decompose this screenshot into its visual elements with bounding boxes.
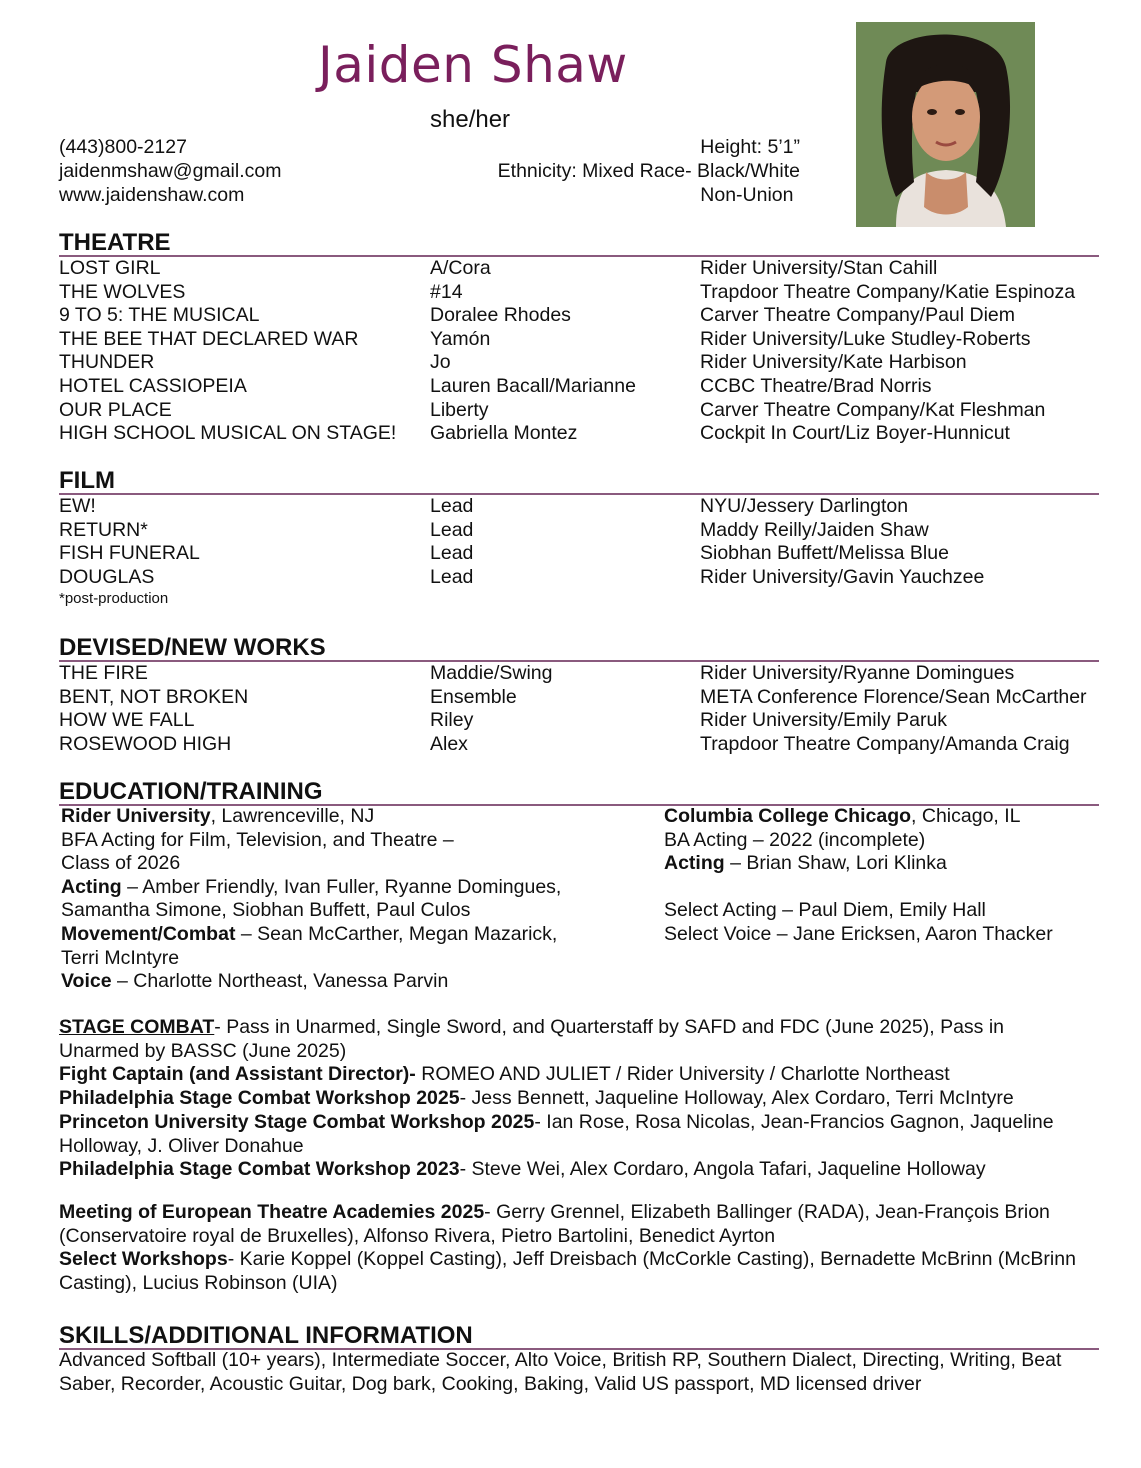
theatre-section: [59, 228, 1099, 446]
credit-row: [59, 399, 1099, 423]
columbia-acting-teachers: – Brian Shaw, Lori Klinka: [724, 852, 947, 875]
school-columbia-location: , Chicago, IL: [911, 805, 1021, 827]
select-workshops-text: - Karie Koppel (Koppel Casting), Jeff Dreisbach (McCorkle Casting), Bernadette McBrinn (McBrinn Casting), Lucius Robinson (UIA): [59, 1248, 1076, 1295]
credit-title: FISH FUNERAL: [59, 542, 200, 565]
meta-text: - Gerry Grennel, Elizabeth Ballinger (RADA), Jean-François Brion (Conservatoire royal de Bruxelles), Alfonso Rivera, Pietro Bartolini, Benedict Ayrton: [59, 1201, 1050, 1247]
credit-row: [59, 519, 1099, 543]
movement-teachers-1: – Sean McCarther, Megan Mazarick,: [235, 922, 558, 945]
section-title-theatre: THEATRE: [59, 229, 171, 256]
voice-teachers: – Charlotte Northeast, Vanessa Parvin: [111, 970, 449, 993]
acting-label: Acting: [61, 875, 122, 898]
credit-company: Rider University/Emily Paruk: [700, 709, 948, 732]
movement-label: Movement/Combat: [61, 922, 236, 945]
credit-title: RETURN*: [59, 518, 148, 541]
film-section: [59, 466, 1099, 609]
education-left-column: [61, 805, 561, 994]
degree-line-2: Class of 2026: [61, 852, 181, 875]
credit-company: Rider University/Luke Studley-Roberts: [700, 327, 1031, 350]
credit-role: Alex: [430, 732, 468, 755]
voice-label: Voice: [61, 970, 112, 993]
acting-teachers-1: – Amber Friendly, Ivan Fuller, Ryanne Domingues,: [121, 875, 562, 898]
credit-row: [59, 257, 1099, 281]
credit-title: DOUGLAS: [59, 565, 155, 588]
degree-columbia: BA Acting – 2022 (incomplete): [664, 828, 926, 851]
credit-row: [59, 566, 1099, 590]
credit-role: Lead: [430, 518, 474, 541]
section-title-education: EDUCATION/TRAINING: [59, 778, 323, 805]
devised-section: [59, 633, 1099, 756]
education-right-column: [664, 805, 1053, 947]
stage-combat-block: [59, 1016, 1089, 1182]
princeton-2025-text: - Ian Rose, Rosa Nicolas, Jean-Francios Gagnon, Jaqueline Holloway, J. Oliver Donahue: [59, 1110, 1054, 1157]
credit-title: THE FIRE: [59, 662, 148, 684]
credit-role: Doralee Rhodes: [430, 304, 571, 327]
headshot-photo: [856, 22, 1035, 227]
credit-company: Trapdoor Theatre Company/Amanda Craig: [700, 732, 1070, 755]
meta-label: Meeting of European Theatre Academies 2025: [59, 1201, 485, 1223]
stats-block: [480, 135, 800, 207]
film-credits: [59, 495, 1099, 589]
credit-title: THE WOLVES: [59, 280, 186, 303]
credit-row: [59, 495, 1099, 519]
credit-row: [59, 304, 1099, 328]
credit-company: Maddy Reilly/Jaiden Shaw: [700, 518, 929, 541]
credit-title: HOW WE FALL: [59, 709, 195, 732]
credit-role: A/Cora: [430, 257, 491, 279]
union-status: Non-Union: [700, 184, 794, 206]
credit-title: ROSEWOOD HIGH: [59, 732, 232, 755]
school-rider: Rider University: [61, 805, 211, 827]
philly-2025-label: Philadelphia Stage Combat Workshop 2025: [59, 1087, 460, 1110]
stage-combat-text: - Pass in Unarmed, Single Sword, and Quarterstaff by SAFD and FDC (June 2025), Pass in Unarmed by BASSC (June 2025): [59, 1016, 1005, 1062]
skills-section: [59, 1321, 1099, 1350]
credit-row: [59, 281, 1099, 305]
credit-company: Rider University/Gavin Yauchzee: [700, 565, 985, 588]
credit-company: Trapdoor Theatre Company/Katie Espinoza: [700, 280, 1076, 303]
section-title-devised: DEVISED/NEW WORKS: [59, 634, 326, 661]
email: jaidenmshaw@gmail.com: [59, 160, 282, 182]
select-acting: Select Acting – Paul Diem, Emily Hall: [664, 899, 986, 922]
credit-role: Liberty: [430, 398, 489, 421]
pronouns: she/her: [430, 106, 511, 133]
credit-role: Gabriella Montez: [430, 422, 578, 445]
credit-row: [59, 709, 1099, 733]
credit-role: Yamón: [430, 327, 491, 350]
credit-title: EW!: [59, 495, 96, 517]
credit-role: Riley: [430, 709, 474, 732]
acting-teachers-2: Samantha Simone, Siobhan Buffett, Paul Culos: [61, 899, 471, 922]
credit-company: NYU/Jessery Darlington: [700, 495, 909, 517]
credit-title: 9 TO 5: THE MUSICAL: [59, 304, 260, 327]
resume-name: Jaiden Shaw: [318, 36, 628, 94]
credit-company: Carver Theatre Company/Paul Diem: [700, 304, 1016, 327]
movement-teachers-2: Terri McIntyre: [61, 946, 180, 969]
degree-line-1: BFA Acting for Film, Television, and Theatre –: [61, 828, 454, 851]
credit-title: BENT, NOT BROKEN: [59, 685, 249, 708]
contact-block: [59, 135, 281, 207]
workshops-block: [59, 1201, 1089, 1296]
credit-title: HOTEL CASSIOPEIA: [59, 374, 247, 397]
credit-row: [59, 686, 1099, 710]
education-section: [59, 777, 1099, 806]
fight-captain-text: ROMEO AND JULIET / Rider University / Charlotte Northeast: [415, 1063, 950, 1086]
skills-text: Advanced Softball (10+ years), Intermediate Soccer, Alto Voice, British RP, Southern Dialect, Directing, Writing, Beat Saber, Recorder, Acoustic Guitar, Dog bark, Cooking, Baking, Valid US passport, MD licensed driver: [59, 1349, 1062, 1395]
philly-2023-label: Philadelphia Stage Combat Workshop 2023: [59, 1158, 460, 1181]
credit-title: OUR PLACE: [59, 398, 172, 421]
credit-company: Cockpit In Court/Liz Boyer-Hunnicut: [700, 422, 1010, 445]
credit-title: HIGH SCHOOL MUSICAL ON STAGE!: [59, 422, 397, 445]
credit-role: Lead: [430, 565, 474, 588]
credit-company: Rider University/Stan Cahill: [700, 257, 938, 279]
credit-row: [59, 351, 1099, 375]
credit-company: Rider University/Ryanne Domingues: [700, 662, 1015, 684]
credit-role: Lauren Bacall/Marianne: [430, 374, 636, 397]
credit-company: META Conference Florence/Sean McCarther: [700, 685, 1087, 708]
philly-2023-text: - Steve Wei, Alex Cordaro, Angola Tafari, Jaqueline Holloway: [459, 1158, 986, 1181]
credit-row: [59, 733, 1099, 757]
credit-row: [59, 542, 1099, 566]
columbia-acting-label: Acting: [664, 852, 725, 875]
fight-captain-label: Fight Captain (and Assistant Director)-: [59, 1063, 416, 1086]
credit-role: Maddie/Swing: [430, 662, 553, 684]
section-title-skills: SKILLS/ADDITIONAL INFORMATION: [59, 1322, 473, 1349]
credit-title: LOST GIRL: [59, 257, 161, 279]
headshot-illustration: [856, 22, 1035, 227]
credit-row: [59, 422, 1099, 446]
select-voice: Select Voice – Jane Ericksen, Aaron Thacker: [664, 922, 1053, 945]
credit-company: Carver Theatre Company/Kat Fleshman: [700, 398, 1046, 421]
post-production-note: *post-production: [59, 590, 169, 608]
select-workshops-label: Select Workshops: [59, 1248, 228, 1271]
school-rider-location: , Lawrenceville, NJ: [210, 805, 375, 827]
phone: (443)800-2127: [59, 136, 187, 158]
credit-company: Siobhan Buffett/Melissa Blue: [700, 542, 949, 565]
credit-role: Jo: [430, 351, 451, 374]
devised-credits: [59, 662, 1099, 756]
princeton-2025-label: Princeton University Stage Combat Workshop 2025: [59, 1110, 535, 1133]
credit-role: Lead: [430, 542, 474, 565]
height: Height: 5’1”: [700, 136, 800, 158]
stage-combat-label: STAGE COMBAT: [59, 1016, 215, 1038]
section-title-film: FILM: [59, 467, 115, 494]
credit-role: #14: [430, 280, 463, 303]
credit-row: [59, 375, 1099, 399]
credit-role: Ensemble: [430, 685, 517, 708]
credit-title: THUNDER: [59, 351, 155, 374]
credit-company: Rider University/Kate Harbison: [700, 351, 967, 374]
school-columbia: Columbia College Chicago: [664, 805, 912, 827]
credit-role: Lead: [430, 495, 474, 517]
credit-row: [59, 328, 1099, 352]
website: www.jaidenshaw.com: [59, 184, 245, 206]
credit-row: [59, 662, 1099, 686]
theatre-credits: [59, 257, 1099, 446]
credit-company: CCBC Theatre/Brad Norris: [700, 374, 932, 397]
ethnicity: Ethnicity: Mixed Race- Black/White: [497, 160, 800, 182]
credit-title: THE BEE THAT DECLARED WAR: [59, 327, 359, 350]
philly-2025-text: - Jess Bennett, Jaqueline Holloway, Alex Cordaro, Terri McIntyre: [459, 1087, 1014, 1110]
